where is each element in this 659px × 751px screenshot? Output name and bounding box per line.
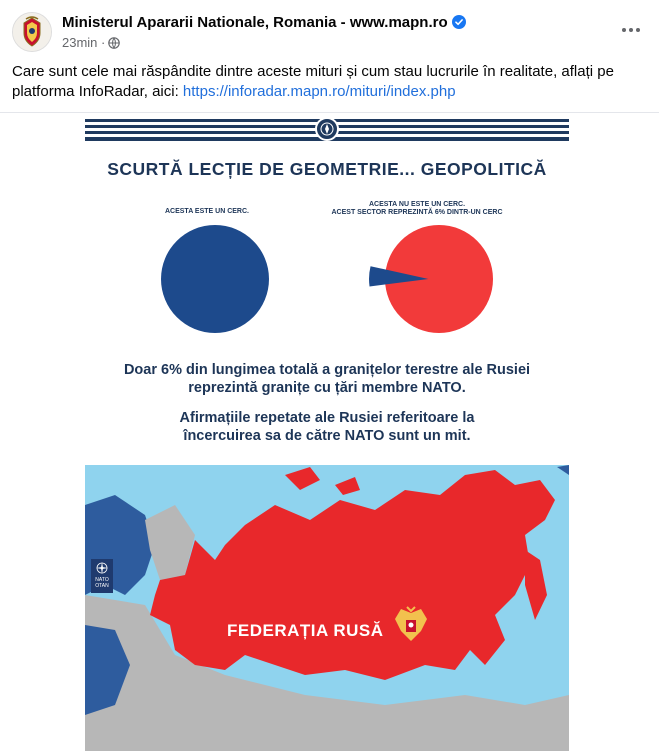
- fact-1-line-1: Doar 6% din lungimea totală a granițelor terestre ale Rusiei: [123, 362, 531, 378]
- circle-left-label: ACESTA ESTE UN CERC.: [164, 208, 249, 215]
- nato-label: [91, 577, 113, 589]
- mapn-badge-icon: [315, 117, 339, 141]
- full-circle: [161, 225, 269, 333]
- more-options-icon-dot: [636, 28, 640, 32]
- header-stripes: [85, 119, 569, 141]
- more-options-icon: [622, 28, 626, 32]
- more-options-icon-dot: [629, 28, 633, 32]
- globe-icon: [108, 37, 120, 49]
- page-name[interactable]: [62, 14, 466, 31]
- russian-coat-of-arms-icon: [393, 605, 429, 645]
- circles-graphic: [85, 183, 569, 353]
- otan-text: OTAN: [95, 583, 109, 589]
- fact-1-line-2: reprezintă granițe cu țări membre NATO.: [188, 380, 466, 396]
- more-options-button[interactable]: [617, 18, 645, 42]
- post-image[interactable]: [0, 112, 659, 751]
- post-link[interactable]: https://inforadar.mapn.ro/mituri/index.php: [182, 83, 456, 100]
- meta-separator: ·: [101, 35, 106, 50]
- verified-badge-icon: [452, 15, 466, 29]
- fact-2-line-1: Afirmațiile repetate ale Rusiei referitoare la: [179, 410, 475, 426]
- russia-label: FEDERAȚIA RUSĂ: [227, 621, 384, 640]
- infographic-title: SCURTĂ LECȚIE DE GEOMETRIE... GEOPOLITICĂ: [107, 159, 547, 179]
- fact-2-line-2: încercuirea sa de către NATO sunt un mit.: [183, 428, 471, 444]
- post-body: Care sunt cele mai răspândite dintre aceste mituri și cum stau lucrurile în realitate, aflați pe platforma InfoRadar, aici:: [12, 63, 614, 100]
- page-name-text[interactable]: Ministerul Apararii Nationale, Romania - www.mapn.ro: [62, 14, 448, 31]
- page-avatar[interactable]: [12, 12, 52, 52]
- map-graphic: [85, 465, 569, 751]
- post-time[interactable]: 23min: [62, 35, 98, 50]
- post-header: [0, 0, 659, 60]
- badge-emblem-icon: [317, 119, 337, 139]
- nato-compass-icon: [91, 559, 113, 577]
- nato-text: NATO: [95, 577, 109, 583]
- circle-right-label-1: ACESTA NU ESTE UN CERC.: [368, 201, 466, 208]
- circle-right-label-2: ACEST SECTOR REPREZINTĂ 6% DINTR-UN CERC: [331, 209, 503, 216]
- double-headed-eagle-icon: [393, 605, 429, 645]
- mapn-crest-icon: [13, 13, 51, 51]
- russia-map: [85, 465, 569, 751]
- post-meta: [62, 35, 120, 50]
- post-text: [12, 62, 642, 102]
- infographic: [85, 113, 569, 751]
